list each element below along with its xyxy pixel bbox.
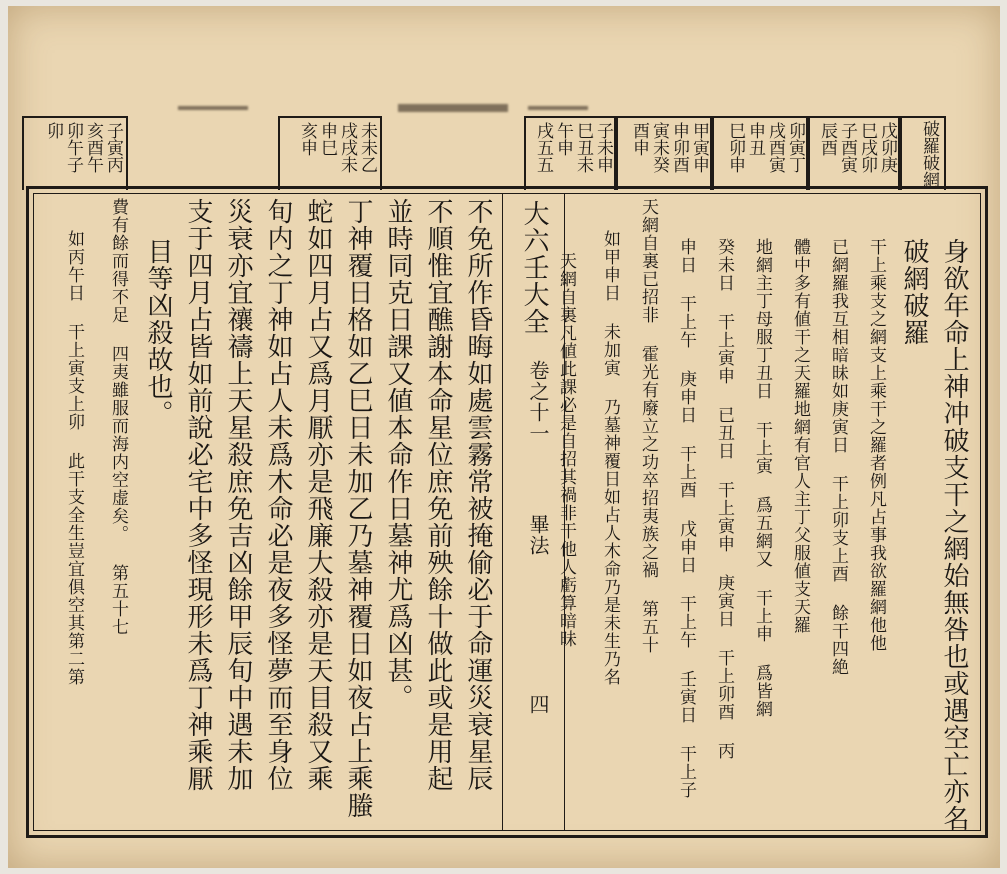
header-text: 巳卯申 xyxy=(725,122,745,173)
text-column: 並時同克日課又値本命作日墓神尤爲凶甚。 xyxy=(383,198,413,711)
header-text: 寅未癸 xyxy=(649,122,669,173)
text-column: 目等凶殺故也。 xyxy=(143,238,173,427)
text-column: 旬内之丁神如占人未爲木命必是夜多怪夢而至身位 xyxy=(263,198,293,792)
header-box-3 xyxy=(524,116,618,190)
section-label: 畢法 xyxy=(526,514,550,556)
text-column: 如甲申日 未加寅 乃墓神覆日如占人木命乃是未生乃名 xyxy=(600,230,620,686)
header-text: 卯午子 xyxy=(63,122,83,173)
text-column: 不免所作昏晦如處雲霧常被掩偷必于命運災衰星辰 xyxy=(463,198,493,792)
text-column: 不順惟宜醮謝本命星位庶免前殃餘十做此或是用起 xyxy=(423,198,453,792)
header-text: 戌戌未 xyxy=(337,122,357,173)
ink-smudge xyxy=(398,104,508,112)
text-column: 地網主丁母服丁丑日 干上寅 爲五網又 干上申 爲皆網 xyxy=(752,238,772,718)
header-text: 申卯酉 xyxy=(669,122,689,173)
page-number: 四 xyxy=(526,694,550,715)
header-text: 子酉寅 xyxy=(837,122,857,173)
text-block-inner-border xyxy=(33,193,981,831)
text-column: 天網自裏已招非 霍光有廢立之功卒招夷族之禍 第五十 xyxy=(638,198,658,654)
text-column: 破網破羅 xyxy=(899,238,929,346)
text-column: 癸未日 干上寅申 已丑日 干上寅申 庚寅日 干上卯酉 丙 xyxy=(714,238,734,760)
header-text: 甲寅申 xyxy=(689,122,709,173)
header-text: 亥酉午 xyxy=(83,122,103,173)
header-box-6 xyxy=(806,116,902,190)
header-text: 戊卯庚 xyxy=(877,122,897,173)
text-column: 災衰亦宜禳禱上天星殺庶免吉凶餘甲辰旬中遇未加 xyxy=(223,198,253,792)
book-title: 大六壬大全 xyxy=(519,200,549,335)
header-text: 子未申 xyxy=(593,122,613,173)
text-column: 天網自裏凡値此課必是自招其禍非干他人虧算暗昧 xyxy=(556,252,576,648)
header-box-1 xyxy=(22,116,128,190)
header-box-5 xyxy=(710,116,810,190)
text-column: 申日 干上午 庚申日 干上酉 戊申日 干上午 壬寅日 干上子 xyxy=(676,238,696,799)
header-text: 午申 xyxy=(553,122,573,156)
header-box-2 xyxy=(278,116,382,190)
text-column: 費有餘而得不足 四夷雖服而海内空虚矣。 第五十七 xyxy=(108,198,128,636)
header-text: 申丑 xyxy=(745,122,765,156)
text-column: 已網羅我互相暗昧如庚寅日 干上卯支上酉 餘干四絶 xyxy=(828,238,848,676)
header-text: 亥申 xyxy=(297,122,317,156)
text-column: 蛇如四月占又爲月厭亦是飛廉大殺亦是天目殺又乘 xyxy=(303,198,333,792)
text-column: 身欲年命上神冲破支干之網始無咎也或遇空亡亦名 xyxy=(939,238,969,832)
text-column: 如丙午日 干上寅支上卯 此干支全生豈宜俱空其第二第 xyxy=(64,230,84,686)
header-text: 子寅丙 xyxy=(103,122,123,173)
header-label-text: 破羅破網 xyxy=(919,120,939,188)
header-box-label xyxy=(898,116,946,190)
header-box-4 xyxy=(614,116,714,190)
ink-smudge xyxy=(178,106,248,110)
header-text: 未未乙 xyxy=(357,122,377,173)
header-text: 辰酉 xyxy=(817,122,837,156)
fold-line-left xyxy=(502,194,503,830)
header-text: 酉申 xyxy=(629,122,649,156)
header-text: 巳戌卯 xyxy=(857,122,877,173)
text-column: 支于四月占皆如前說必宅中多怪現形未爲丁神乘厭 xyxy=(183,198,213,792)
text-column: 體中多有値干之天羅地網有官人主丁父服値支天羅 xyxy=(790,238,810,634)
scanned-book-page xyxy=(8,6,1000,868)
header-text: 卯 xyxy=(43,122,63,139)
text-column: 干上乘支之網支上乘干之羅者例凡占事我欲羅網他他 xyxy=(866,238,886,652)
text-column: 丁神覆日格如乙巳日未加乙乃墓神覆日如夜占上乘螣 xyxy=(343,198,373,819)
ink-smudge xyxy=(528,106,588,110)
header-text: 戌酉寅 xyxy=(765,122,785,173)
header-text: 卯寅丁 xyxy=(785,122,805,173)
text-block xyxy=(26,186,988,838)
header-text: 申巳 xyxy=(317,122,337,156)
header-text: 巳丑未 xyxy=(573,122,593,173)
volume-label: 卷之十一 xyxy=(526,360,550,444)
header-text: 戌五五 xyxy=(533,122,553,173)
